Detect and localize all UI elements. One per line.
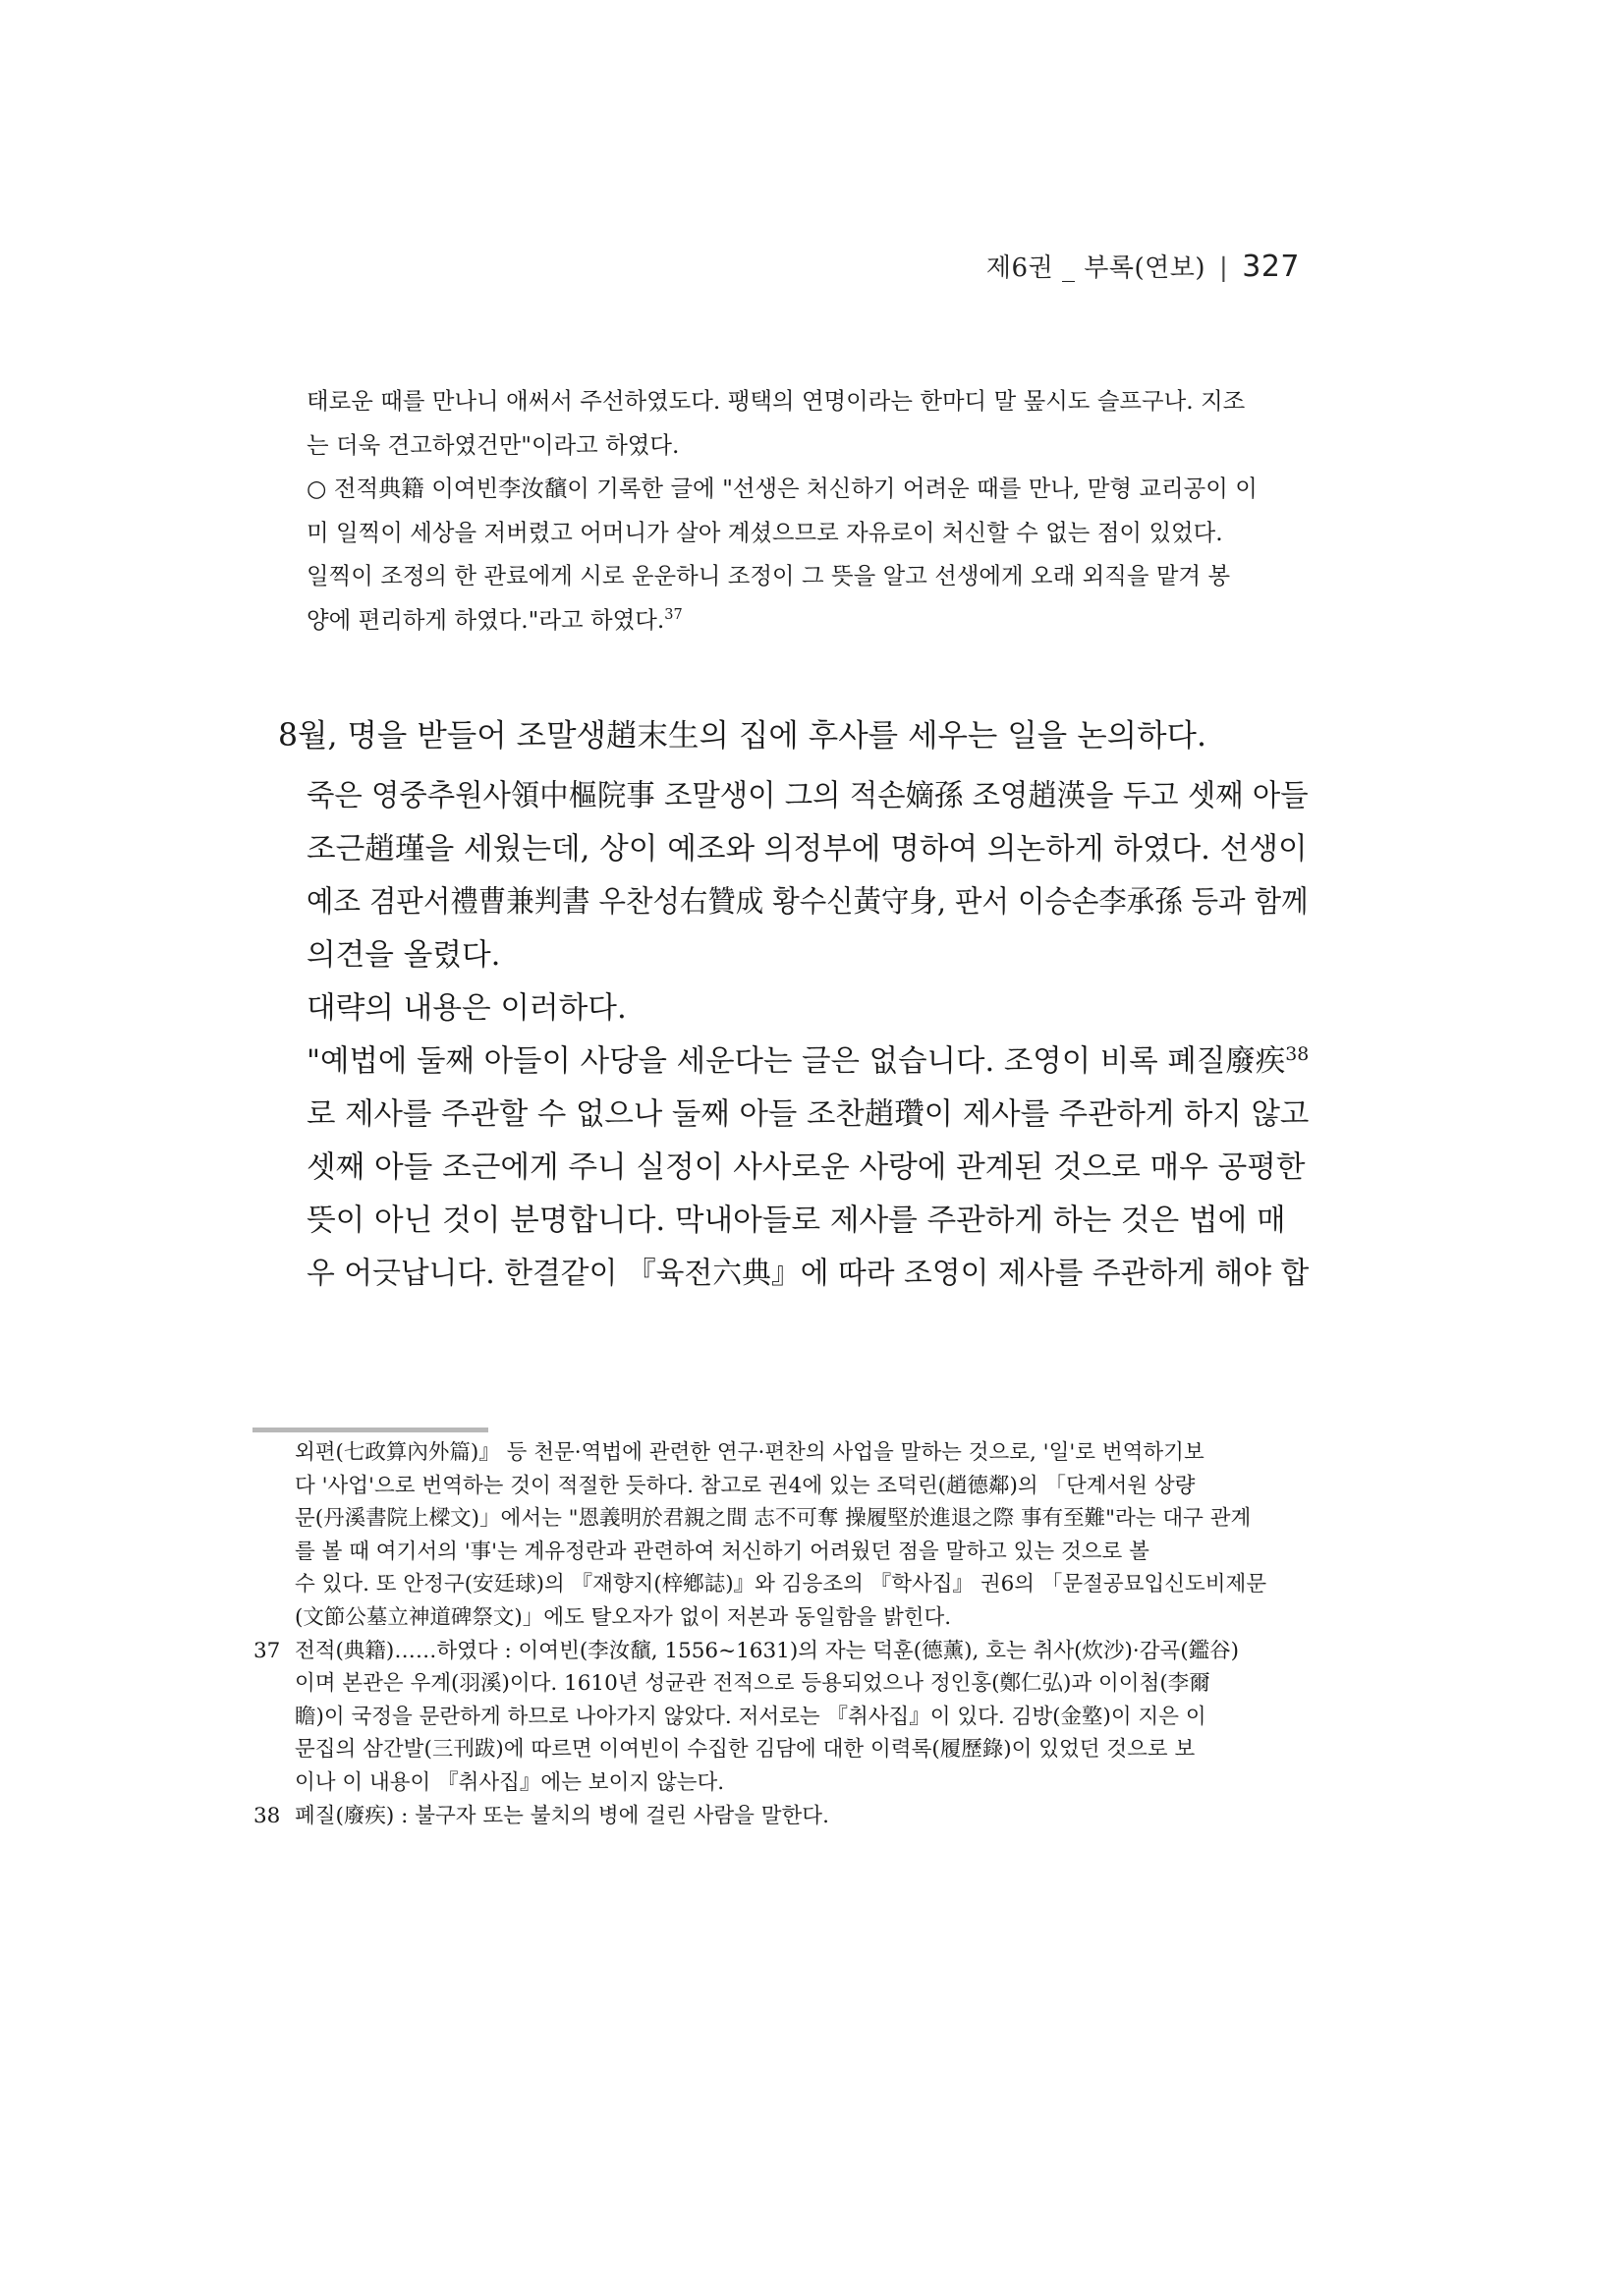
quote-line-text: 양에 편리하게 하였다."라고 하였다. bbox=[307, 605, 665, 634]
quote-line: 일찍이 조정의 한 관료에게 시로 운운하니 조정이 그 뜻을 알고 선생에게 오래 외직을 맡겨 봉 bbox=[307, 562, 1231, 589]
footnote-37-first-line bbox=[253, 1635, 1266, 1668]
footnote-number: 38 bbox=[253, 1803, 281, 1828]
section-heading: 8월, 명을 받들어 조말생趙末生의 집에 후사를 세우는 일을 논의하다. bbox=[278, 718, 1206, 754]
body-line: 예조 겸판서禮曹兼判書 우찬성右贊成 황수신黃守身, 판서 이승손李承孫 등과 함께 bbox=[307, 885, 1309, 920]
footnote-number: 37 bbox=[253, 1638, 281, 1663]
footnote-line: 이나 이 내용이 『취사집』에는 보이지 않는다. bbox=[295, 1769, 725, 1795]
quote-line: 태로운 때를 만나니 애써서 주선하였도다. 팽택의 연명이라는 한마디 말 뫂시도 슬프구나. 지조 bbox=[307, 387, 1246, 415]
footnotes bbox=[253, 1425, 1266, 1832]
footnote-text: 폐질(廢疾) : 불구자 또는 불치의 병에 걸린 사람을 말한다. bbox=[295, 1803, 829, 1828]
header-separator: | bbox=[1218, 253, 1229, 283]
body-line: 뜻이 아닌 것이 분명합니다. 막내아들로 제사를 주관하게 하는 것은 법에 매 bbox=[307, 1204, 1286, 1238]
footnote-continued-line: 를 볼 때 여기서의 '事'는 계유정란과 관련하여 처신하기 어려웠던 점을 말하고 있는 것으로 볼 bbox=[295, 1539, 1149, 1564]
footnote-line: 문집의 삼간발(三刊跋)에 따르면 이여빈이 수집한 김담에 대한 이력록(履歷錄)이 있었던 것으로 보 bbox=[295, 1737, 1196, 1763]
quoted-passage bbox=[307, 379, 1258, 642]
body-line: 우 어긋납니다. 한결같이 『육전六典』에 따라 조영이 제사를 주관하게 해야 합 bbox=[307, 1257, 1310, 1291]
footnote-continued-line: 수 있다. 또 안정구(安廷球)의 『재향지(梓鄕誌)』와 김응조의 『학사집』 권6의 「문절공묘입신도비제문 bbox=[295, 1572, 1267, 1597]
running-header bbox=[986, 248, 1300, 284]
quote-line: 는 더욱 견고하였건만"이라고 하였다. bbox=[307, 430, 680, 459]
footnote-ref-38: 38 bbox=[1285, 1042, 1310, 1065]
quote-line-last bbox=[307, 598, 1258, 643]
footnote-continued-line: (文節公墓立神道碑祭文)」에도 탈오자가 없이 저본과 동일함을 밝힌다. bbox=[295, 1604, 952, 1630]
running-title: 제6권 _ 부록(연보) bbox=[985, 253, 1205, 283]
body-line: 로 제사를 주관할 수 없으나 둘째 아들 조찬趙瓚이 제사를 주관하게 하지 않고 bbox=[307, 1097, 1310, 1132]
footnote-ref-37: 37 bbox=[664, 606, 683, 623]
footnote-continued-line: 외편(七政算內外篇)』 등 천문·역법에 관련한 연구·편찬의 사업을 말하는 것으로, '일'로 번역하기보 bbox=[295, 1440, 1204, 1465]
section-body bbox=[307, 770, 1388, 1301]
body-line: 대략의 내용은 이러하다. bbox=[307, 991, 627, 1026]
footnote-continued-line: 문(丹溪書院上樑文)」에서는 "恩義明於君親之間 志不可奪 操履堅於進退之際 事有至難"라는 대구 관계 bbox=[295, 1506, 1252, 1532]
footnote-continued-line: 다 '사업'으로 번역하는 것이 적절한 듯하다. 참고로 권4에 있는 조덕린(趙德鄰)의 「단계서원 상량 bbox=[295, 1473, 1196, 1498]
body-line: 조근趙瑾을 세웠는데, 상이 예조와 의정부에 명하여 의논하게 하였다. 선생이 bbox=[307, 832, 1308, 867]
body-line-text: "예법에 둘째 아들이 사당을 세운다는 글은 없습니다. 조영이 비록 폐질廢疾 bbox=[307, 1044, 1286, 1079]
page-number: 327 bbox=[1242, 250, 1300, 284]
quote-line: ○ 전적典籍 이여빈李汝馪이 기록한 글에 "선생은 처신하기 어려운 때를 만나, 맏형 교리공이 이 bbox=[307, 475, 1258, 502]
body-line: 죽은 영중추원사領中樞院事 조말생이 그의 적손嫡孫 조영趙渶을 두고 셋째 아들 bbox=[307, 779, 1309, 813]
footnote-text: 전적(典籍)……하였다 : 이여빈(李汝馪, 1556~1631)의 자는 덕훈(德薰), 호는 취사(炊沙)·감곡(鑑谷) bbox=[295, 1638, 1240, 1663]
body-line: 의견을 올렸다. bbox=[307, 938, 501, 973]
footnote-line: 이며 본관은 우계(羽溪)이다. 1610년 성균관 전적으로 등용되었으나 정인홍(鄭仁弘)과 이이첨(李爾 bbox=[295, 1671, 1210, 1697]
footnote-38-first-line bbox=[253, 1800, 1266, 1833]
quote-line: 미 일찍이 세상을 저버렸고 어머니가 살아 계셨으므로 자유로이 처신할 수 없는 점이 있었다. bbox=[307, 518, 1223, 546]
body-line-with-ref bbox=[307, 1036, 1380, 1089]
footnote-line: 瞻)이 국정을 문란하게 하므로 나아가지 않았다. 저서로는 『취사집』이 있다. 김방(金墪)이 지은 이 bbox=[295, 1704, 1206, 1729]
body-line: 셋째 아들 조근에게 주니 실정이 사사로운 사랑에 관계된 것으로 매우 공평한 bbox=[307, 1150, 1306, 1185]
